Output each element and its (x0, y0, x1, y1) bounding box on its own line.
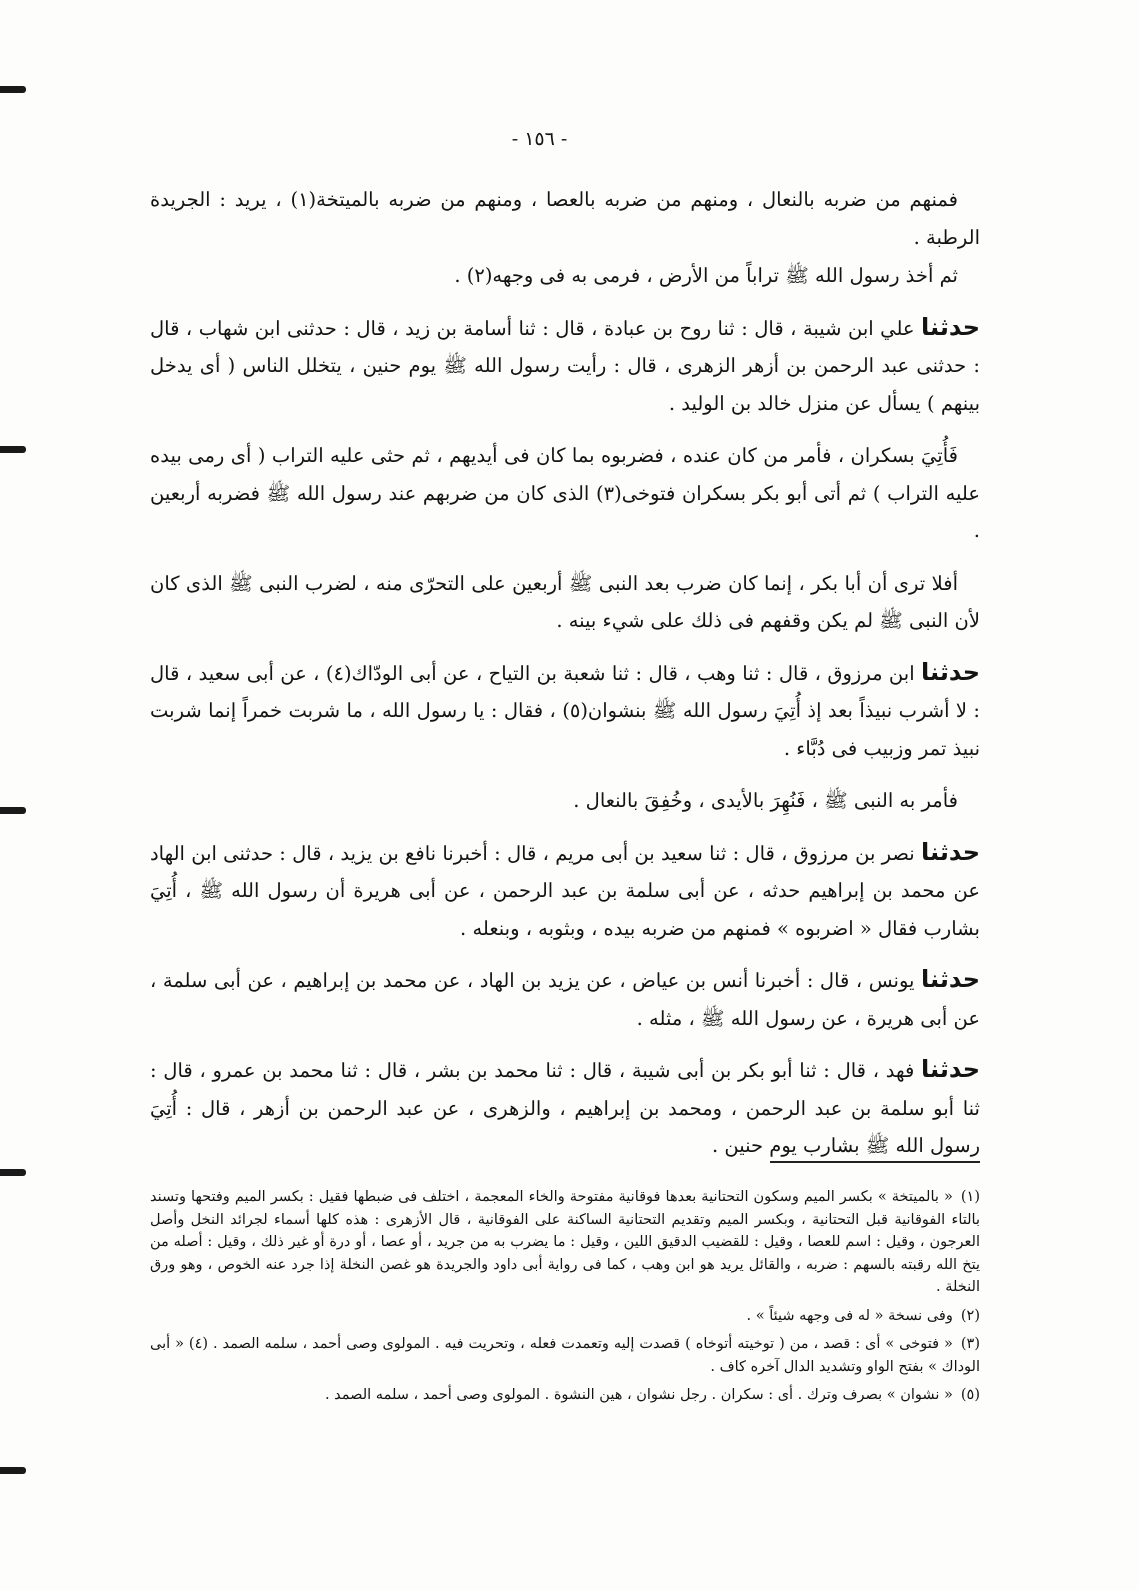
footnote-1 (150, 1186, 980, 1299)
paragraph-lead: حدثنا (921, 837, 980, 866)
paragraph-text: أفلا ترى أن أبا بكر ، إنما كان ضرب بعد النبى ﷺ أربعين على التحرّى منه ، لضرب النبى ﷺ الذى كان لأن النبى ﷺ لم يكن وقفهم فى ذلك على شيء بينه . (150, 571, 980, 632)
footnote-text: « بالميتخة » بكسر الميم وسكون التحتانية بعدها فوقانية مفتوحة والخاء المعجمة ، اختلف فى ضبطها فقيل : بكسر الميم وفتحها وتسند بالتاء الفوقانية قبل التحتانية ، وبكسر الميم وتقديم التحتانية الساكنة على الفوقانية ، قال الأزهرى : هذه كلها أسماء لجرائد النخل وأصل العرجون ، وقيل : اسم للعصا ، وقيل : للقضيب الدقيق اللين ، وقيل : ما يضرب به من جريد ، أو عصا ، أو درة أو غير ذلك ، وقيل : أصله من يتخ الله رقبته بالسهم : ضربه ، والقائل يريد هو ابن وهب ، كما فى رواية أبى داود والجريدة هو غصن النخلة إذا جرد عنه الخوص ، وهو ورق النخلة . (150, 1189, 980, 1295)
paragraph-lead: حدثنا (921, 657, 980, 686)
paragraph-text: فهد ، قال : ثنا أبو بكر بن أبى شيبة ، قال : ثنا محمد بن بشر ، قال : ثنا محمد بن عمرو ، قال : ثنا أبو سلمة بن عبد الرحمن ، ومحمد بن إبراهيم ، والزهرى ، عن عبد الرحمن بن أزهر ، قال : أُتِيَ رسول الله ﷺ بشارب يوم حنين . (150, 1059, 980, 1157)
paragraph-text: ثم أخذ رسول الله ﷺ تراباً من الأرض ، فرمى به فى وجهه(٢) . (454, 264, 958, 287)
edge-mark-2 (0, 446, 26, 453)
footnote-2 (150, 1305, 980, 1328)
paragraph-1 (150, 180, 980, 256)
footnote-3 (150, 1333, 980, 1378)
paragraph-text: علي ابن شيبة ، قال : ثنا روح بن عبادة ، قال : ثنا أسامة بن زيد ، قال : حدثنى ابن شهاب ، قال : حدثنى عبد الرحمن بن أزهر الزهرى ، قال : رأيت رسول الله ﷺ يوم حنين ، يتخلل الناس ( أى يدخل بينهم ) يسأل عن منزل خالد بن الوليد . (150, 316, 980, 415)
paragraph-lead: حدثنا (921, 1055, 980, 1083)
footnote-text: « فتوخى » أى : قصد ، من ( توخيته أتوخاه ) قصدت إليه وتعمدت فعله ، وتحريت فيه . المولوى وصى أحمد ، سلمه الصمد . (٤) « أبى الوداك » بفتح الواو وتشديد الدال آخره كاف . (150, 1336, 980, 1375)
edge-mark-1 (0, 86, 26, 93)
paragraph-lead: حدثنا (921, 965, 980, 993)
paragraph-text: يونس ، قال : أخبرنا أنس بن عياض ، عن يزيد بن الهاد ، عن محمد بن إبراهيم ، عن أبى سلمة ، عن أبى هريرة ، عن رسول الله ﷺ ، مثله . (150, 969, 980, 1030)
footnote-number: (١) (960, 1189, 980, 1205)
footnote-number: (٣) (960, 1336, 980, 1352)
edge-mark-4 (0, 1169, 26, 1176)
footnote-5 (150, 1384, 980, 1407)
paragraph-10 (150, 1051, 980, 1165)
paragraph-8 (150, 834, 980, 948)
paragraph-text: ابن مرزوق ، قال : ثنا وهب ، قال : ثنا شعبة بن التياح ، عن أبى الودّاك(٤) ، عن أبى سعيد ، قال : لا أشرب نبيذاً بعد إذ أُتِيَ رسول الله ﷺ بنشوان(٥) ، فقال : يا رسول الله ، ما شربت خمراً إنما شربت نبيذ تمر وزبيب فى دُبَّاء . (150, 661, 980, 760)
page-number: - ١٥٦ - (511, 128, 568, 150)
footnotes (150, 1186, 980, 1413)
paragraph-text: نصر بن مرزوق ، قال : ثنا سعيد بن أبى مريم ، قال : أخبرنا نافع بن يزيد ، قال : حدثنى ابن الهاد عن محمد بن إبراهيم حدثه ، عن أبى سلمة بن عبد الرحمن ، عن أبى هريرة أن رسول الله ﷺ ، أُتِيَ بشارب فقال « اضربوه » فمنهم من ضربه بيده ، وبثوبه ، وبنعله . (150, 841, 980, 940)
paragraph-lead: حدثنا (921, 312, 980, 341)
footnote-divider (770, 1161, 980, 1163)
paragraph-text: فَأُتِيَ بسكران ، فأمر من كان عنده ، فضربوه بما كان فى أيديهم ، ثم حثى عليه التراب ( أى رمى بيده عليه التراب ) ثم أتى أبو بكر بسكران فتوخى(٣) الذى كان من ضربهم عند رسول الله ﷺ فضربه أربعين . (150, 444, 980, 542)
footnote-text: « نشوان » بصرف وترك . أى : سكران . رجل نشوان ، هين النشوة . المولوى وصى أحمد ، سلمه الصمد . (324, 1387, 953, 1403)
paragraph-text: فأمر به النبى ﷺ ، فَنُهِرَ بالأيدى ، وخُفِقَ بالنعال . (573, 789, 958, 812)
paragraph-6 (150, 654, 980, 768)
footnote-number: (٥) (960, 1387, 980, 1403)
paragraph-5 (150, 564, 980, 640)
paragraph-3 (150, 309, 980, 423)
edge-mark-3 (0, 807, 26, 814)
paragraph-7 (150, 781, 980, 820)
edge-mark-5 (0, 1467, 26, 1474)
paragraph-9 (150, 961, 980, 1037)
main-text (150, 180, 980, 1165)
paragraph-text: فمنهم من ضربه بالنعال ، ومنهم من ضربه بالعصا ، ومنهم من ضربه بالميتخة(١) ، يريد : الجريدة الرطبة . (150, 188, 980, 249)
paragraph-4 (150, 436, 980, 550)
footnote-number: (٢) (960, 1307, 980, 1324)
paragraph-2 (150, 256, 980, 295)
footnote-text: وفى نسخة « له فى وجهه شيئاً » . (746, 1307, 953, 1324)
